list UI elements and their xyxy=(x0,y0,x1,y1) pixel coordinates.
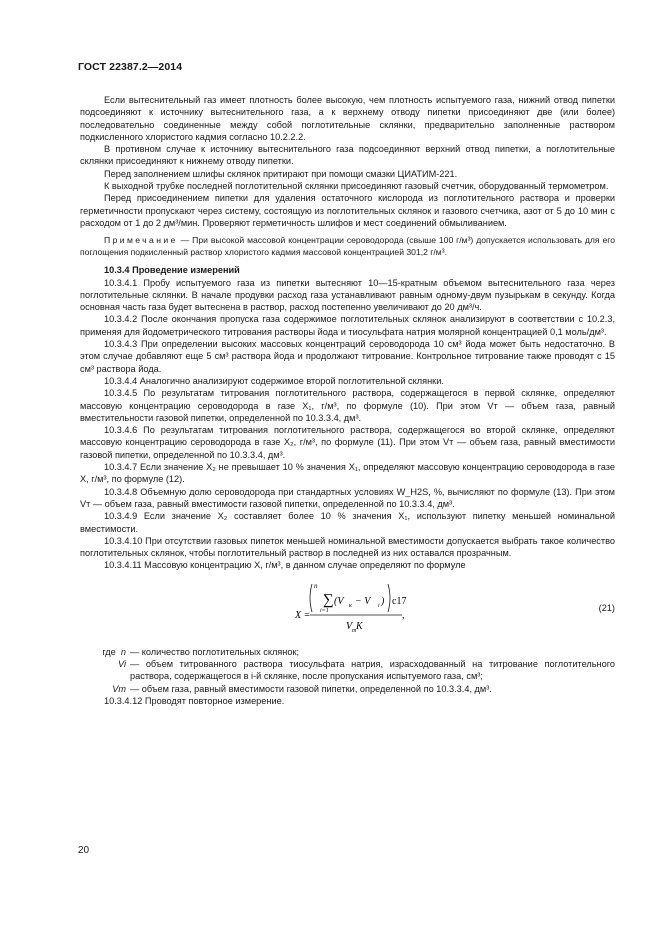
paragraph: Перед заполнением шлифы склянок притирают при помощи смазки ЦИАТИМ-221. xyxy=(104,168,458,179)
symbol-text: Vi xyxy=(117,658,126,669)
paragraph: 10.3.4.12 Проводят повторное измерение. xyxy=(104,695,285,706)
note-label: Примечание xyxy=(104,235,178,246)
formula-lhs: X = xyxy=(295,609,311,621)
section-heading: 10.3.4 Проведение измерений xyxy=(104,265,240,276)
symbol xyxy=(80,683,130,695)
sum-sign: ∑ xyxy=(323,591,334,608)
document-body xyxy=(80,94,615,707)
paragraph: 10.3.4.9 Если значение X₂ составляет более 10 % значения X₁, используют пипетку меньшей номинальной вместимости. xyxy=(80,511,615,534)
note xyxy=(80,235,615,258)
document-header: ГОСТ 22387.2—2014 xyxy=(78,61,183,73)
paragraph: Перед присоединением пипетки для удаления остаточного кислорода из поглотительного раствора и проверки герметичности пропускают через систему, состоящую из поглотительных склянок и газового счетчика, азот от 5 до 10 мин с расходом от 1 до 2 дм³/мин. Проверяют герметичность шлифов и мест соединений обмыливанием. xyxy=(80,193,615,228)
close-paren xyxy=(388,584,390,612)
where-row xyxy=(80,646,615,658)
formula-21 xyxy=(80,578,615,642)
formula-numerator-a: (V xyxy=(334,595,344,607)
paragraph: 10.3.4.8 Объемную долю сероводорода при стандартных условиях W_H2S, %, вычисляют по формуле (13). При этом Vт — объем газа, равный вместимости газовой пипетки, определенной по 10.3.3.4, дм³. xyxy=(80,486,615,509)
paragraph: 10.3.4.6 По результатам титрования поглотительного раствора, содержащегося во второй склянке, определяют массовую концентрацию сероводорода в газе X₂, г/м³, по формуле (11). При этом Vт — объем газа, равный вместимости газовой пипетки, определенной по 10.3.3.4, дм³. xyxy=(80,425,615,460)
formula-sub-k: к xyxy=(349,602,352,609)
formula-denominator: V xyxy=(346,620,353,632)
paragraph: 10.3.4.7 Если значение X₂ не превышает 10 % значения X₁, определяют массовую концентрацию сероводорода в газе X, г/м³, по формуле (12). xyxy=(80,462,615,485)
paragraph: 10.3.4.10 При отсутствии газовых пипеток меньшей номинальной вместимости допускается выбрать такое количество поглотительных склянок, чтобы поглотительный раствор в последней из них оставался прозрачным. xyxy=(80,535,615,559)
paragraph: 10.3.4.2 После окончания пропуска газа содержимое поглотительных склянок анализируют в соответствии с 10.2.3, применяя для йодометрического титрования растворы йода и тиосульфата натрия молярной концентрацией 0,1 моль/дм³. xyxy=(80,314,615,337)
formula-numerator-close: ) xyxy=(381,595,385,607)
symbol-definition: — количество поглотительных склянок; xyxy=(130,646,300,657)
sum-lower: i=1 xyxy=(320,607,329,614)
note-text: — При высокой массовой концентрации сероводорода (свыше 100 г/м³) допускается использовать для его поглощения подкисленный раствор хлористого кадмия массовой концентрацией 301,2 г/м³. xyxy=(80,235,615,257)
where-row xyxy=(80,658,615,683)
symbol-definition: — объем газа, равный вместимости газовой пипетки, определенной по 10.3.3.4, дм³. xyxy=(130,683,492,694)
paragraph: В противном случае к источнику вытеснительного газа подсоединяют верхний отвод пипетки, а поглотительные склянки присоединяют к нижнему отводу пипетки. xyxy=(80,144,615,167)
paragraph: 10.3.4.3 При определении высоких массовых концентраций сероводорода 10 см³ йода может быть недостаточно. В этом случае добавляют еще 5 см³ раствора йода и продолжают титрование. Контрольное титрование также проводят с 15 см³ раствора йода. xyxy=(80,339,615,374)
equation-number: (21) xyxy=(598,602,615,613)
where-lead-text: где xyxy=(102,646,116,657)
sum-upper: n xyxy=(314,581,318,590)
where-list xyxy=(80,646,615,695)
open-paren xyxy=(310,584,312,612)
symbol: n xyxy=(120,646,126,657)
formula-sub-i: i xyxy=(378,602,380,609)
paragraph: Если вытеснительный газ имеет плотность более высокую, чем плотность испытуемого газа, нижний отвод пипетки подсоединяют к источнику вытеснительного газа, а к верхнему отводу пипетки присоединяют две (или более) последовательно соединенные между собой поглотительные склянки, предварительно заполненные раствором подкисленного хлористого кадмия согласно 10.2.2.2. xyxy=(80,95,615,142)
symbol-text: Vт xyxy=(112,683,126,694)
formula-factor: c17 xyxy=(392,595,407,607)
formula-comma: , xyxy=(402,609,405,621)
paragraph: 10.3.4.11 Массовую концентрацию X, г/м³, в данном случае определяют по формуле xyxy=(104,560,466,571)
page-number: 20 xyxy=(78,845,90,856)
formula-den-sub: т xyxy=(352,627,357,634)
formula-graphic xyxy=(80,578,615,642)
paragraph: 10.3.4.4 Аналогично анализируют содержимое второй поглотительной склянки. xyxy=(104,375,444,386)
symbol-definition: — объем титрованного раствора тиосульфата натрия, израсходованный на титрование поглотительного раствора, содержащегося в i-й склянке, после пропускания испытуемого газа, см³; xyxy=(130,658,615,682)
where-row xyxy=(80,683,615,695)
paragraph: 10.3.4.5 По результатам титрования поглотительного раствора, содержащегося в первой склянке, определяют массовую концентрацию сероводорода в газе X₁, г/м³, по формуле (10). При этом Vт — объем газа, равный вместительности газовой пипетки, определенной по 10.3.3.4, дм³. xyxy=(80,388,615,423)
paragraph: К выходной трубке последней поглотительной склянки присоединяют газовый счетчик, оборудованный термометром. xyxy=(104,181,609,192)
where-lead xyxy=(80,646,130,658)
symbol xyxy=(80,658,130,683)
paragraph: 10.3.4.1 Пробу испытуемого газа из пипетки вытесняют 10—15-кратным объемом вытеснительного газа через поглотительные склянки. В начале продувки расход газа устанавливают равным одному-двум пузырькам в секунду. Когда основная часть газа будет вытеснена в раствор, расход постепенно увеличивают до 20 дм³/ч. xyxy=(80,277,615,313)
formula-den-k: K xyxy=(356,620,363,632)
formula-numerator-b: − V xyxy=(355,595,371,607)
